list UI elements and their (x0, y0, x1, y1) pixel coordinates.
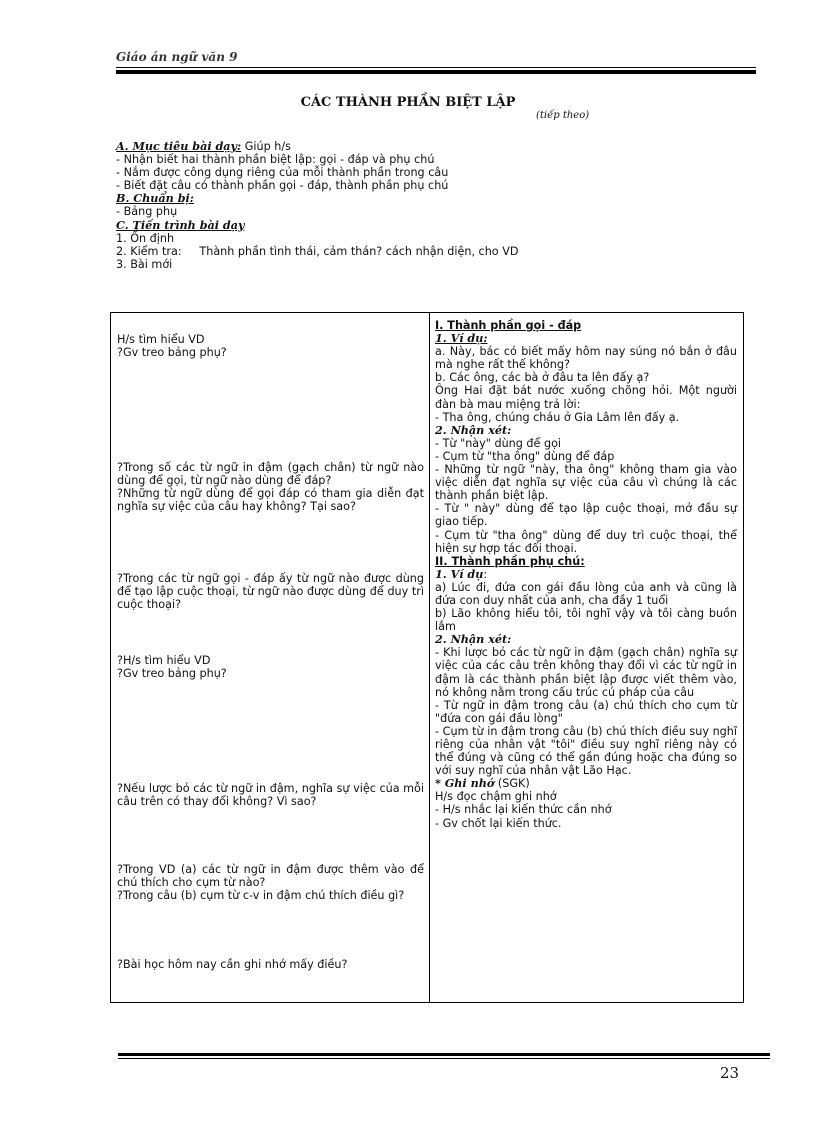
closing-activities: H/s đọc chậm ghi nhớ - H/s nhắc lại kiến thức cần nhớ - Gv chốt lại kiến thức. (435, 790, 612, 830)
lesson-subtitle: (tiếp theo) (536, 110, 590, 121)
left-block-4: ?H/s tìm hiểu VD ?Gv treo bảng phụ? (117, 654, 227, 681)
lesson-title: CÁC THÀNH PHẦN BIỆT LẬP (300, 95, 516, 110)
section-1-examples: a. Này, bác có biết mấy hôm nay súng nó bắn ở đâu mà nghe rất thế không? b. Các ông, các bà ở đâu ta lên đấy ạ? Ông Hai đặt bát nước xuống chõng hỏi. Một người đàn bà mau miệng trả lời: - Tha ông, chúng cháu ở Gia Lâm lên đấy ạ. (435, 345, 737, 424)
footer-rule (118, 1058, 770, 1059)
header-rule-thick (116, 70, 756, 74)
section-2-title: II. Thành phần phụ chú: (435, 554, 585, 568)
section-a-text: Giúp h/s (241, 140, 291, 153)
section-1-example-label: 1. Ví dụ: (435, 331, 488, 346)
section-2-example-label: 1. Ví dụ (435, 566, 484, 581)
footer-rule-thick (118, 1053, 770, 1056)
page-number: 23 (720, 1064, 740, 1082)
section-c-label: C. Tiến trình bài dạy (116, 217, 245, 232)
lesson-content-column (430, 313, 744, 1003)
lesson-table (110, 312, 744, 1003)
summary-label: * Ghi nhớ (435, 776, 495, 791)
summary-text: (SGK) (494, 777, 530, 791)
left-block-2: ?Trong số các từ ngữ in đậm (gạch chân) từ ngữ nào dùng để gọi, từ ngữ nào dùng để đáp? ?Những từ ngữ dùng để gọi đáp có tham gia diễn đạt nghĩa sự việc của câu hay không? Tại sao? (117, 461, 424, 514)
left-block-5: ?Nếu lược bỏ các từ ngữ in đậm, nghĩa sự việc của mỗi câu trên có thay đổi không? Vì sao? (117, 782, 424, 809)
section-1-analysis: - Từ "này" dùng để gọi - Cụm từ "tha ông" dùng để đáp - Những từ ngữ "này, tha ông" không tham gia vào việc diễn đạt nghĩa sự việc của câu vì chúng là các thành phần biệt lập. - Từ " này" dùng để tạo lập cuộc thoại, mở đầu sự giao tiếp. - Cụm từ "tha ông" dùng để duy trì cuộc thoại, thể hiện sự hợp tác đối thoại. (435, 436, 737, 555)
list-item: 2. Kiểm tra: Thành phần tình thái, cảm thán? cách nhận diện, cho VD (116, 244, 519, 258)
section-1-analysis-label: 2. Nhận xét: (435, 422, 512, 437)
list-item: - Nhận biết hai thành phần biệt lập: gọi - đáp và phụ chú (116, 153, 435, 167)
list-item: 1. Ổn định (116, 231, 175, 245)
section-2-analysis: - Khi lược bỏ các từ ngữ in đậm (gạch chân) nghĩa sự việc của các câu trên không thay đổi vì các từ ngữ in đậm là các thành phần biệt lập được viết thêm vào, nó không nằm trong cấu trúc cú pháp của câu - Từ ngữ in đậm trong câu (a) chú thích cho cụm từ "đứa con gái đầu lòng" - Cụm từ in đậm trong câu (b) chú thích điều suy nghĩ riêng của nhân vật "tôi" điều suy nghĩ riêng này có thể đúng và cũng có thể gần đúng hoặc cha đúng so với suy nghĩ của nhân vật Lão Hạc. (435, 646, 737, 778)
list-item: - Biết đặt câu có thành phần gọi - đáp, thành phần phụ chú (116, 179, 449, 193)
left-block-3: ?Trong các từ ngữ gọi - đáp ấy từ ngữ nào được dùng để tạo lập cuộc thoại, từ ngữ nào được dùng để duy trì cuộc thoại? (117, 572, 424, 612)
section-a-label: A. Mục tiêu bài dạy: (116, 139, 242, 153)
teacher-questions-column (111, 313, 430, 1003)
section-b-label: B. Chuẩn bị: (116, 191, 194, 206)
list-item: - Bảng phụ (116, 205, 178, 219)
header-rule (116, 67, 756, 68)
section-a-heading (116, 140, 756, 153)
list-item: - Nắm được công dụng riêng của mỗi thành phần trong câu (116, 166, 449, 180)
document-header-title: Giáo án ngữ văn 9 (116, 50, 238, 64)
left-block-1: H/s tìm hiểu VD ?Gv treo bảng phụ? (117, 333, 227, 360)
left-block-7: ?Bài học hôm nay cần ghi nhớ mấy điều? (117, 958, 348, 971)
list-item: 3. Bài mới (116, 257, 173, 271)
section-2-example-colon: : (483, 567, 488, 581)
section-2-examples: a) Lúc đi, đứa con gái đầu lòng của anh và cũng là đứa con duy nhất của anh, cha đầy 1 tuổi b) Lão không hiểu tôi, tôi nghĩ vậy và tôi càng buồn lắm (435, 580, 737, 634)
left-block-6: ?Trong VD (a) các từ ngữ in đậm được thêm vào để chú thích cho cụm từ nào? ?Trong câu (b) cụm từ c-v in đậm chú thích điều gì? (117, 863, 424, 903)
lesson-intro (116, 140, 756, 271)
section-1-title: I. Thành phần gọi - đáp (435, 319, 582, 332)
section-2-analysis-label: 2. Nhận xét: (435, 632, 512, 647)
